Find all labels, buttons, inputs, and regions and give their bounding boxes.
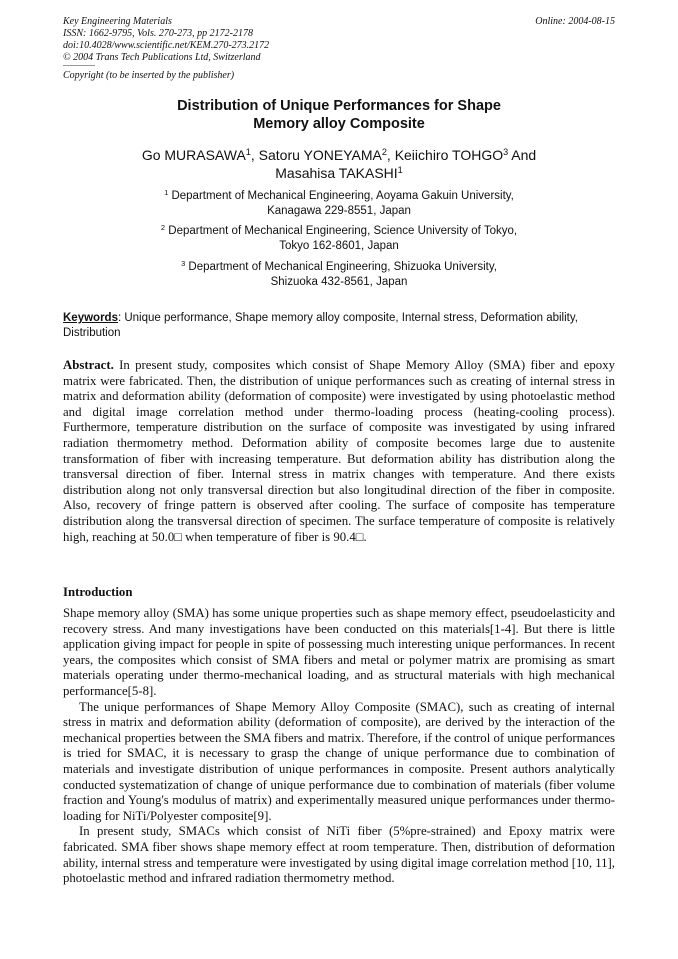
title-line-1: Distribution of Unique Performances for Shape [177,98,501,114]
author-list [63,146,615,182]
affiliation-number: 3 [181,258,186,268]
publisher-copyright: © 2004 Trans Tech Publications Ltd, Switzerland [63,52,261,63]
affiliation-1 [80,189,598,219]
affiliation-number: 2 [160,222,166,232]
affiliation-text: Department of Mechanical Engineering, Shizuoka University, [185,261,497,273]
affiliation-text: Department of Mechanical Engineering, Science University of Tokyo, [165,225,518,237]
author-4-affil: 1 [397,165,403,175]
author-2: Satoru YONEYAMA [258,147,382,163]
journal-name: Key Engineering Materials [63,16,172,27]
affiliation-number: 1 [164,187,169,197]
author-4: Masahisa TAKASHI [275,165,398,181]
affiliation-2 [80,224,598,254]
intro-paragraph-2: The unique performances of Shape Memory Alloy Composite (SMAC), such as creating of internal stress in matrix and deformation ability (deformation of composite), are derived by the interaction of the mechanical properties between the SMA fibers and matrix. Therefore, if the control of unique performances is tried for SMAC, it is necessary to grasp the change of unique performance due to combination of materials and investigate distribution of unique performances in composite. Present authors analytically conducted systematization of change of unique performance due to combination of materials (fiber volume fraction and Young's modulus of matrix) and experimentally measured unique performances under thermo-loading for NiTi/Polyester composite[9]. [63,699,615,823]
author-separator: , [386,147,395,163]
keywords-text: : Unique performance, Shape memory alloy composite, Internal stress, Deformation ability, Distribution [63,312,578,339]
keywords [63,311,615,340]
author-3-affil: 3 [503,147,509,157]
title-line-2: Memory alloy Composite [253,116,425,132]
header-rule [63,65,95,66]
issn-line: ISSN: 1662-9795, Vols. 270-273, pp 2172-2178 [63,28,253,39]
keywords-label: Keywords [63,312,118,324]
author-1-affil: 1 [245,147,251,157]
abstract-label: Abstract. [63,358,114,372]
copyright-note: Copyright (to be inserted by the publisher) [63,70,235,81]
intro-paragraph-1: Shape memory alloy (SMA) has some unique properties such as shape memory effect, pseudoelasticity and recovery stress. And many investigations have been conducted on this materials[1-4]. But there is little application giving impact for people in spite of possessing much interesting unique performances. In recent years, the composites which consist of SMA fibers and metal or polymer matrix are promising as smart materials operating under thermo-mechanical loading, and as structural materials with high mechanical performance[5-8]. [63,606,615,698]
paper-title [63,97,615,133]
author-3: Keiichiro TOHGO [394,147,504,163]
affiliation-address: Shizuoka 432-8561, Japan [270,276,408,288]
intro-paragraph-3: In present study, SMACs which consist of NiTi fiber (5%pre-strained) and Epoxy matrix were fabricated. SMA fiber shows shape memory effect at room temperature. Then, distribution of deformation ability, internal stress and temperature were investigated by using digital image correlation method [10, 11], photoelastic method and infrared radiation thermometry method. [63,824,615,886]
affiliation-address: Kanagawa 229-8551, Japan [267,205,411,217]
abstract-text: In present study, composites which consist of Shape Memory Alloy (SMA) fiber and epoxy matrix were fabricated. Then, the distribution of unique performances such as creating of internal stress in matrix and deformation ability (deformation of composite) were investigated by using photoelastic method and digital image correlation method under thermo-loading process (heating-cooling process). Furthermore, temperature distribution on the surface of composite was investigated by using infrared radiation thermometry method. Deformation ability of composite becomes large due to austenite transformation of fiber with increasing temperature. But deformation ability has distribution along the transversal direction of fiber. Internal stress in matrix changes with temperature. And there exists distribution along not only transversal direction but also longitudinal direction of the fiber in composite. Also, recovery of fringe pattern is observed after cooling. The surface of composite has temperature distribution along the transversal direction of specimen. The surface temperature of composite is relatively high, reaching at 50.0□ when temperature of fiber is 90.4□. [63,358,615,544]
abstract [63,358,615,545]
affiliation-address: Tokyo 162-8601, Japan [279,240,399,252]
doi-line: doi:10.4028/www.scientific.net/KEM.270-273.2172 [63,40,270,51]
affiliation-3 [80,260,598,290]
online-date: Online: 2004-08-15 [535,16,615,27]
author-separator: , [250,147,259,163]
section-title-introduction: Introduction [63,585,133,599]
author-2-affil: 2 [381,147,387,157]
journal-header [63,16,615,64]
author-conjunction: And [508,147,537,163]
introduction-body [63,606,615,887]
affiliation-text: Department of Mechanical Engineering, Aoyama Gakuin University, [168,190,514,202]
author-1: Go MURASAWA [141,147,246,163]
